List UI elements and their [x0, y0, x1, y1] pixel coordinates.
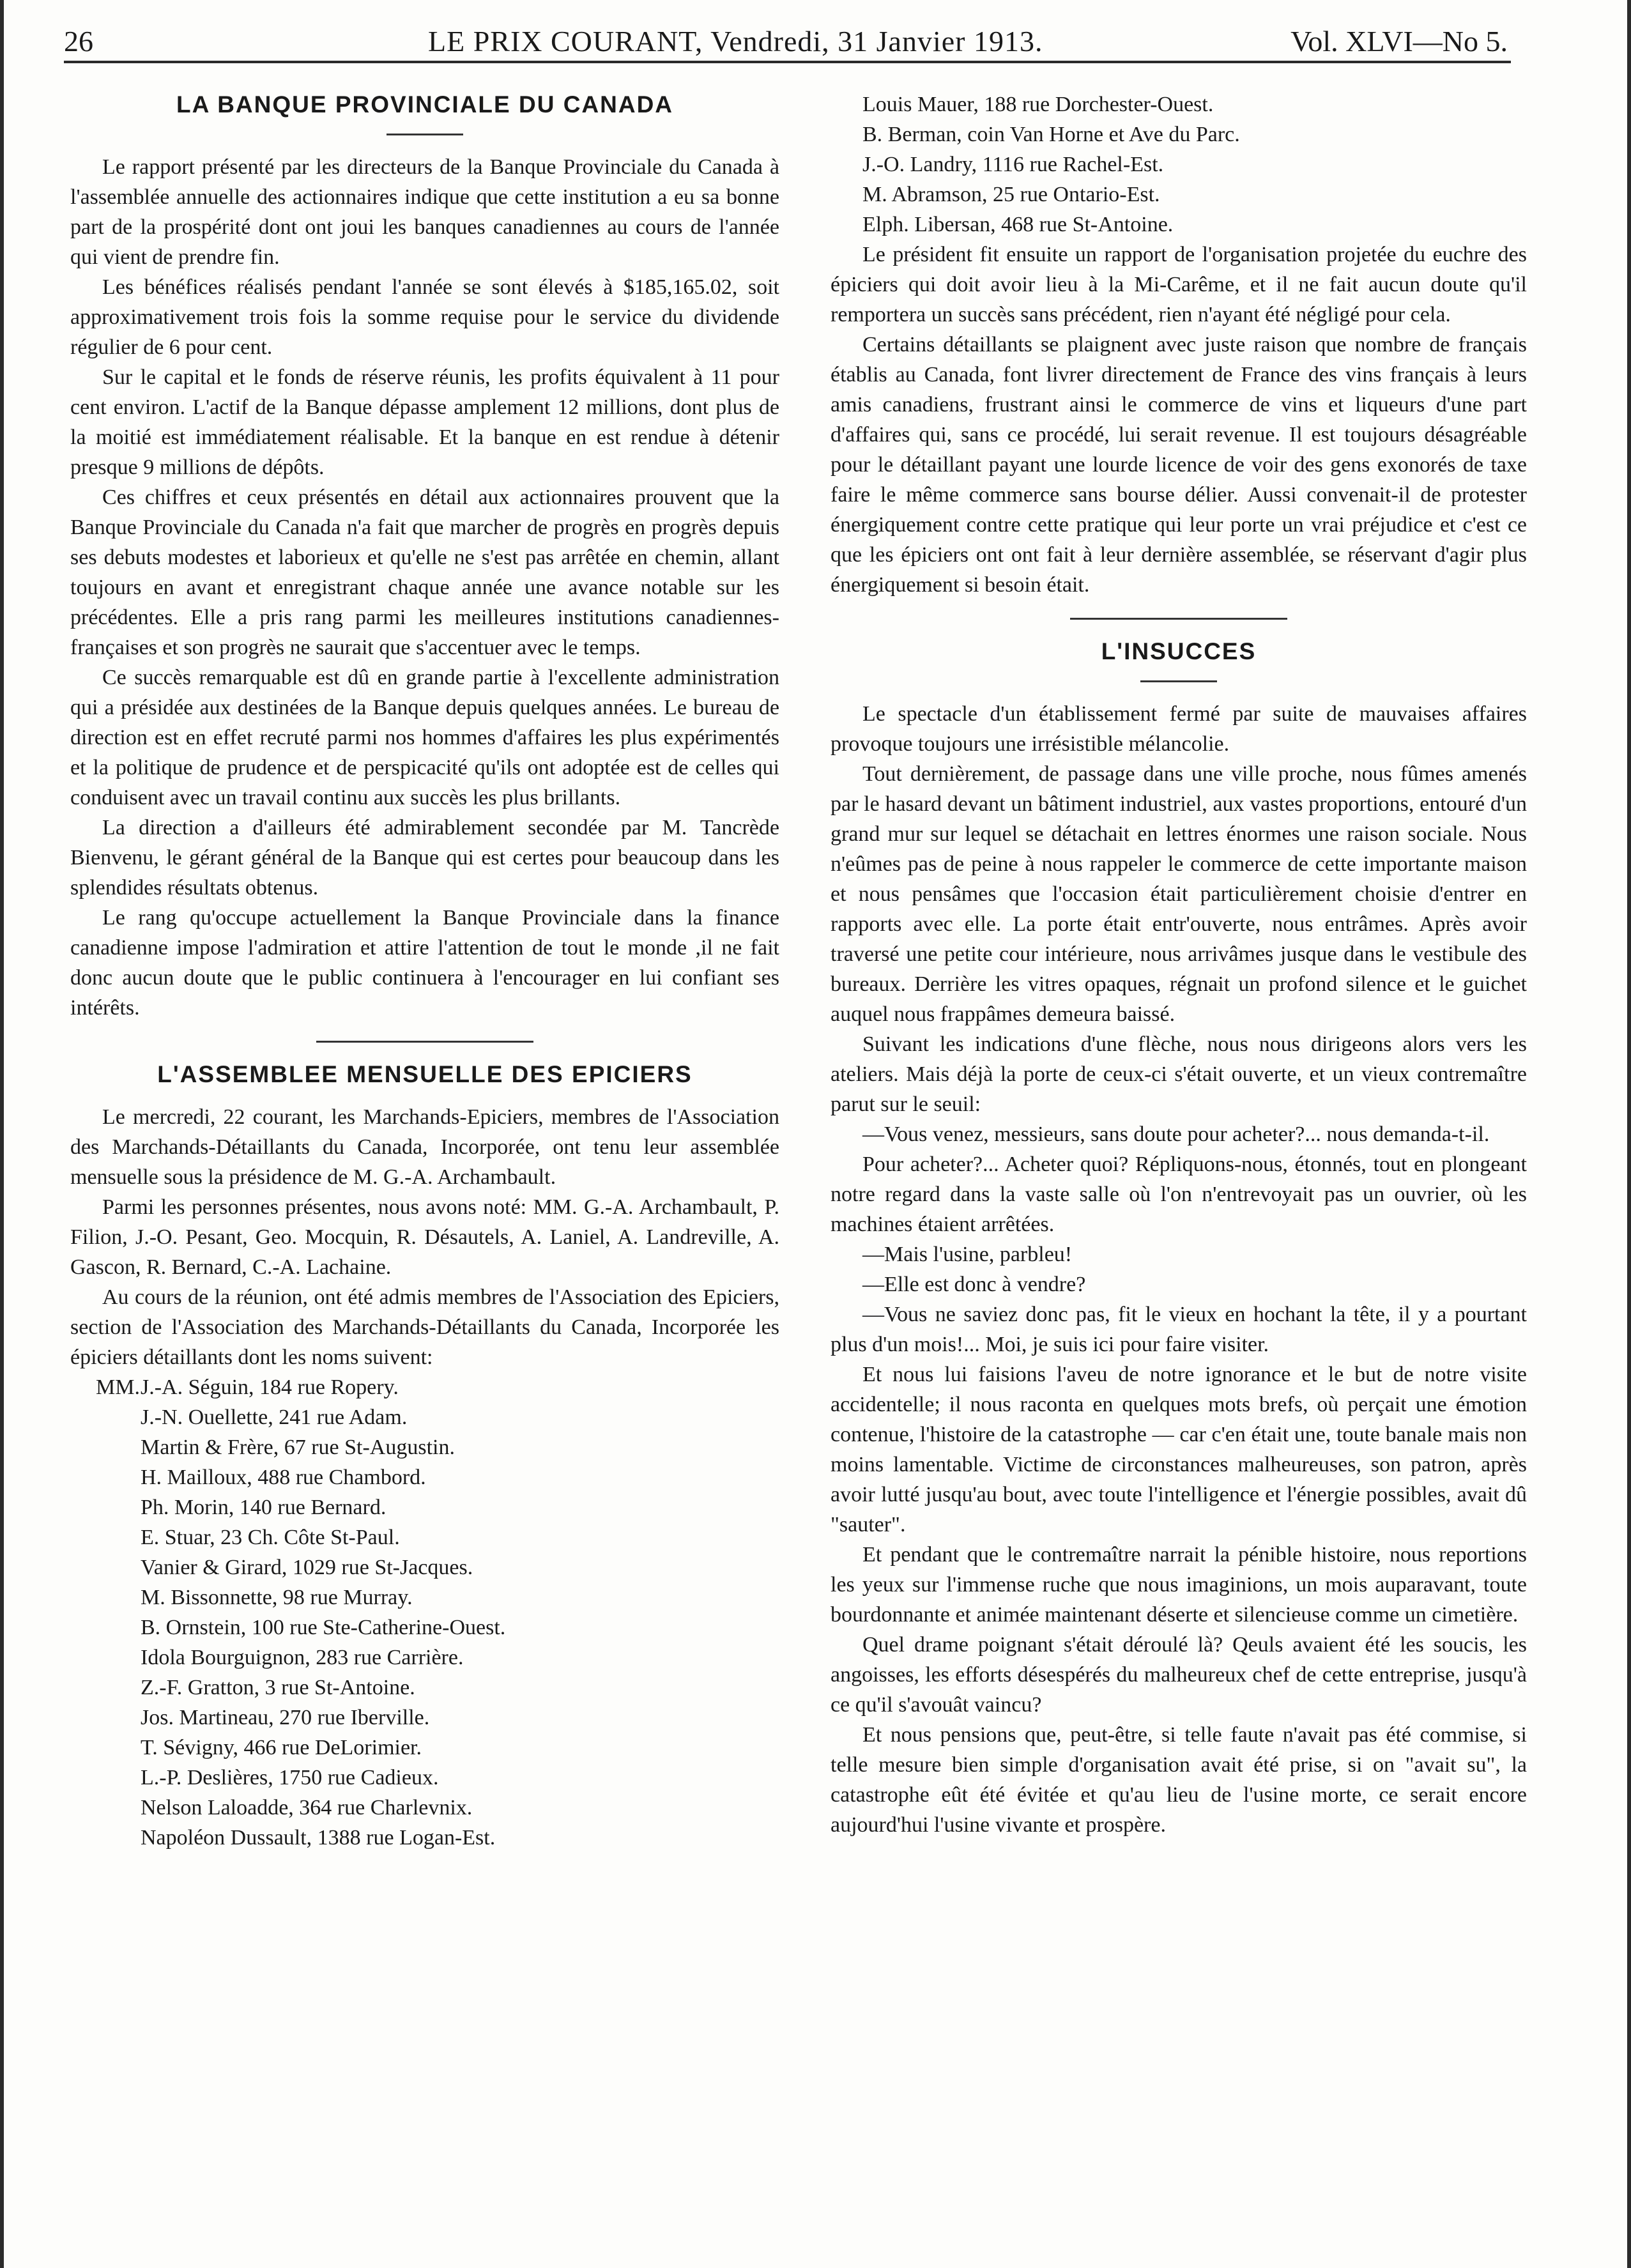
- list-item: B. Ornstein, 100 rue Ste-Catherine-Ouest.: [141, 1616, 506, 1639]
- list-item: Martin & Frère, 67 rue St-Augustin.: [141, 1436, 455, 1459]
- paragraph: —Vous ne saviez donc pas, fit le vieux en hochant la tête, il y a pourtant plus d'un mois!... Moi, je suis ici pour faire visiter.: [831, 1303, 1527, 1356]
- list-item: MM.J.-A. Séguin, 184 rue Ropery.: [70, 1372, 779, 1402]
- title-rule: [1140, 680, 1217, 682]
- paragraph: Le rang qu'occupe actuellement la Banque Provinciale dans la finance canadienne impose l'admiration et attire l'attention de tout le monde ,il ne fait donc aucun doute que le public continuera à l'encourager en lui confiant ses intérêts.: [70, 906, 779, 1020]
- list-item: J.-N. Ouellette, 241 rue Adam.: [141, 1406, 408, 1429]
- members-prefix: MM.: [96, 1375, 140, 1399]
- list-item: T. Sévigny, 466 rue DeLorimier.: [141, 1736, 422, 1759]
- volume-number: Vol. XLVI—No 5.: [1290, 25, 1508, 57]
- scan-edge-left: [0, 0, 4, 2268]
- paragraph: Suivant les indications d'une flèche, nous nous dirigeons alors vers les ateliers. Mais déjà la porte de ceux-ci s'était ouverte, et un vieux contremaître parut sur le seuil:: [831, 1032, 1527, 1116]
- paragraph: Parmi les personnes présentes, nous avons noté: MM. G.-A. Archambault, P. Filion, J.-O. Pesant, Geo. Mocquin, R. Désautels, A. Laniel, A. Landreville, A. Gascon, R. Bernard, C.-A. Lachaine.: [70, 1195, 779, 1279]
- paragraph: Et nous lui faisions l'aveu de notre ignorance et le but de notre visite accidentelle; il nous raconta en quelques mots brefs, où perçait une émotion contenue, l'histoire de la catastrophe — car c'en était une, toute banale mais non moins lamentable. Victime de circonstances malheureuses, son patron, après avoir lutté jusqu'au bout, avec toute l'intelligence et l'énergie possibles, avait dû "sauter".: [831, 1363, 1527, 1536]
- article-title-banque: LA BANQUE PROVINCIALE DU CANADA: [176, 91, 674, 118]
- paragraph: Ce succès remarquable est dû en grande partie à l'excellente administration qui a présidée aux destinées de la Banque depuis quelques années. Le bureau de direction est en effet recruté parmi nos hommes d'affaires les plus expérimentés et la politique de prudence et de perspicacité qu'ils ont adoptée est de celles qui conduisent avec un travail continu aux succès les plus brillants.: [70, 666, 779, 809]
- list-item: Z.-F. Gratton, 3 rue St-Antoine.: [141, 1676, 415, 1699]
- list-item: Elph. Libersan, 468 rue St-Antoine.: [862, 213, 1174, 236]
- page-number: 26: [64, 25, 93, 57]
- paragraph: —Elle est donc à vendre?: [862, 1273, 1086, 1296]
- list-item: Napoléon Dussault, 1388 rue Logan-Est.: [141, 1826, 496, 1850]
- paragraph: Et nous pensions que, peut-être, si telle faute n'avait pas été commise, si telle mesure bien simple d'organisation avait été prise, si on "avait su", la catastrophe eût été évitée et qu'au lieu de l'usine morte, ce serait encore aujourd'hui l'usine vivante et prospère.: [831, 1723, 1527, 1837]
- list-item: Ph. Morin, 140 rue Bernard.: [141, 1496, 387, 1519]
- paragraph: Sur le capital et le fonds de réserve réunis, les profits équivalent à 11 pour cent environ. L'actif de la Banque dépasse amplement 12 millions, dont plus de la moitié est immédiatement réalisable. Et la banque en est rendue à détenir presque 9 millions de dépôts.: [70, 365, 779, 479]
- paragraph: Certains détaillants se plaignent avec juste raison que nombre de français établis au Canada, font livrer directement de France des vins français à leurs amis canadiens, frustrant ainsi le commerce de vins et liqueurs d'une part d'affaires qui, sans ce procédé, lui serait revenue. Il est toujours désagréable pour le détaillant payant une lourde licence de voir des gens exonorés de taxe faire le même commerce sans bourse délier. Aussi convenait-il de protester énergiquement contre cette pratique qui leur porte un vrai préjudice et c'est ce que les épiciers ont ont fait à leur dernière assemblée, se réservant d'agir plus énergiquement si besoin était.: [831, 333, 1527, 597]
- section-rule: [316, 1041, 533, 1043]
- right-column: [831, 89, 1527, 1840]
- list-item: E. Stuar, 23 Ch. Côte St-Paul.: [141, 1526, 400, 1549]
- list-item: M. Bissonnette, 98 rue Murray.: [141, 1586, 413, 1609]
- list-item: M. Abramson, 25 rue Ontario-Est.: [862, 183, 1160, 206]
- page-header: [64, 19, 1508, 64]
- paragraph: Le président fit ensuite un rapport de l'organisation projetée du euchre des épiciers qui doit avoir lieu à la Mi-Carême, et il ne fait aucun doute qu'il remportera un succès sans précédent, rien n'ayant été négligé pour cela.: [831, 243, 1527, 326]
- paragraph: Et pendant que le contremaître narrait la pénible histoire, nous reportions les yeux sur l'immense ruche que nous imaginions, un mois auparavant, toute bourdonnante et animée maintenant déserte et silencieuse comme un cimetière.: [831, 1543, 1527, 1627]
- members-list: [70, 1372, 779, 1853]
- paragraph: Au cours de la réunion, ont été admis membres de l'Association des Epiciers, section de l'Association des Marchands-Détaillants du Canada, Incorporée les épiciers détaillants dont les noms suivent:: [70, 1285, 779, 1369]
- paragraph: Quel drame poignant s'était déroulé là? Qeuls avaient été les soucis, les angoisses, les efforts désespérés du malheureux chef de cette entreprise, jusqu'à ce qu'il s'avouât vaincu?: [831, 1633, 1527, 1717]
- paragraph: La direction a d'ailleurs été admirablement secondée par M. Tancrède Bienvenu, le gérant général de la Banque qui est certes pour beaucoup dans les splendides résultats obtenus.: [70, 816, 779, 900]
- list-item: Louis Mauer, 188 rue Dorchester-Ouest.: [862, 93, 1214, 116]
- list-item: H. Mailloux, 488 rue Chambord.: [141, 1466, 426, 1489]
- header-rule: [64, 61, 1511, 63]
- paragraph: Le mercredi, 22 courant, les Marchands-Epiciers, membres de l'Association des Marchands-Détaillants du Canada, Incorporée, ont tenu leur assemblée mensuelle sous la présidence de M. G.-A. Archambault.: [70, 1105, 779, 1189]
- paragraph: —Mais l'usine, parbleu!: [862, 1243, 1073, 1266]
- members-list-continued: [831, 89, 1527, 240]
- list-item: L.-P. Deslières, 1750 rue Cadieux.: [141, 1766, 439, 1789]
- left-column: [70, 89, 779, 1853]
- article-title-insucces: L'INSUCCES: [1101, 638, 1257, 664]
- scan-edge-right: [1627, 0, 1631, 2268]
- article-title-assemblee: L'ASSEMBLEE MENSUELLE DES EPICIERS: [157, 1061, 693, 1087]
- paragraph: Les bénéfices réalisés pendant l'année se sont élevés à $185,165.02, soit approximativement trois fois la somme requise pour le service du dividende régulier de 6 pour cent.: [70, 275, 779, 359]
- list-item: Idola Bourguignon, 283 rue Carrière.: [141, 1646, 464, 1669]
- list-item: Vanier & Girard, 1029 rue St-Jacques.: [141, 1556, 473, 1579]
- paragraph: Tout dernièrement, de passage dans une ville proche, nous fûmes amenés par le hasard devant un bâtiment industriel, aux vastes proportions, entouré d'un grand mur sur lequel se détachait en lettres énormes une raison sociale. Nous n'eûmes pas de peine à nous rappeler le commerce de cette importante maison et nous pensâmes que l'occasion était particulièrement choisie d'entrer en rapports avec elle. La porte était entr'ouverte, nous entrâmes. Après avoir traversé une petite cour intérieure, nous arrivâmes jusque dans le vestibule des bureaux. Derrière les vitres opaques, régnait un profond silence et le guichet auquel nous frappâmes demeura baissé.: [831, 762, 1527, 1026]
- section-rule: [1070, 618, 1287, 620]
- title-rule: [387, 134, 463, 135]
- paragraph: Pour acheter?... Acheter quoi? Répliquons-nous, étonnés, tout en plongeant notre regard dans la vaste salle où l'on n'entrevoyait pas un ouvrier, où les machines étaient arrêtées.: [831, 1153, 1527, 1236]
- paragraph: Le rapport présenté par les directeurs de la Banque Provinciale du Canada à l'assemblée annuelle des actionnaires indique que cette institution a eu sa bonne part de la prospérité dont ont joui les banques canadiennes au cours de l'année qui vient de prendre fin.: [70, 155, 779, 269]
- list-item: Nelson Laloadde, 364 rue Charlevnix.: [141, 1796, 473, 1820]
- list-item: B. Berman, coin Van Horne et Ave du Parc.: [862, 123, 1240, 146]
- paragraph: Le spectacle d'un établissement fermé par suite de mauvaises affaires provoque toujours une irrésistible mélancolie.: [831, 702, 1527, 756]
- paragraph: —Vous venez, messieurs, sans doute pour acheter?... nous demanda-t-il.: [862, 1123, 1490, 1146]
- list-item: Jos. Martineau, 270 rue Iberville.: [141, 1706, 430, 1729]
- masthead: LE PRIX COURANT, Vendredi, 31 Janvier 1913.: [428, 25, 1043, 57]
- list-item: J.-O. Landry, 1116 rue Rachel-Est.: [862, 153, 1164, 176]
- paragraph: Ces chiffres et ceux présentés en détail aux actionnaires prouvent que la Banque Provinciale du Canada n'a fait que marcher de progrès en progrès depuis ses debuts modestes et laborieux et qu'elle ne s'est pas arrêtée en chemin, allant toujours en avant et enregistrant chaque année une avance notable sur les précédentes. Elle a pris rang parmi les meilleures institutions canadiennes-françaises et son progrès ne saurait que s'accentuer avec le temps.: [70, 486, 779, 659]
